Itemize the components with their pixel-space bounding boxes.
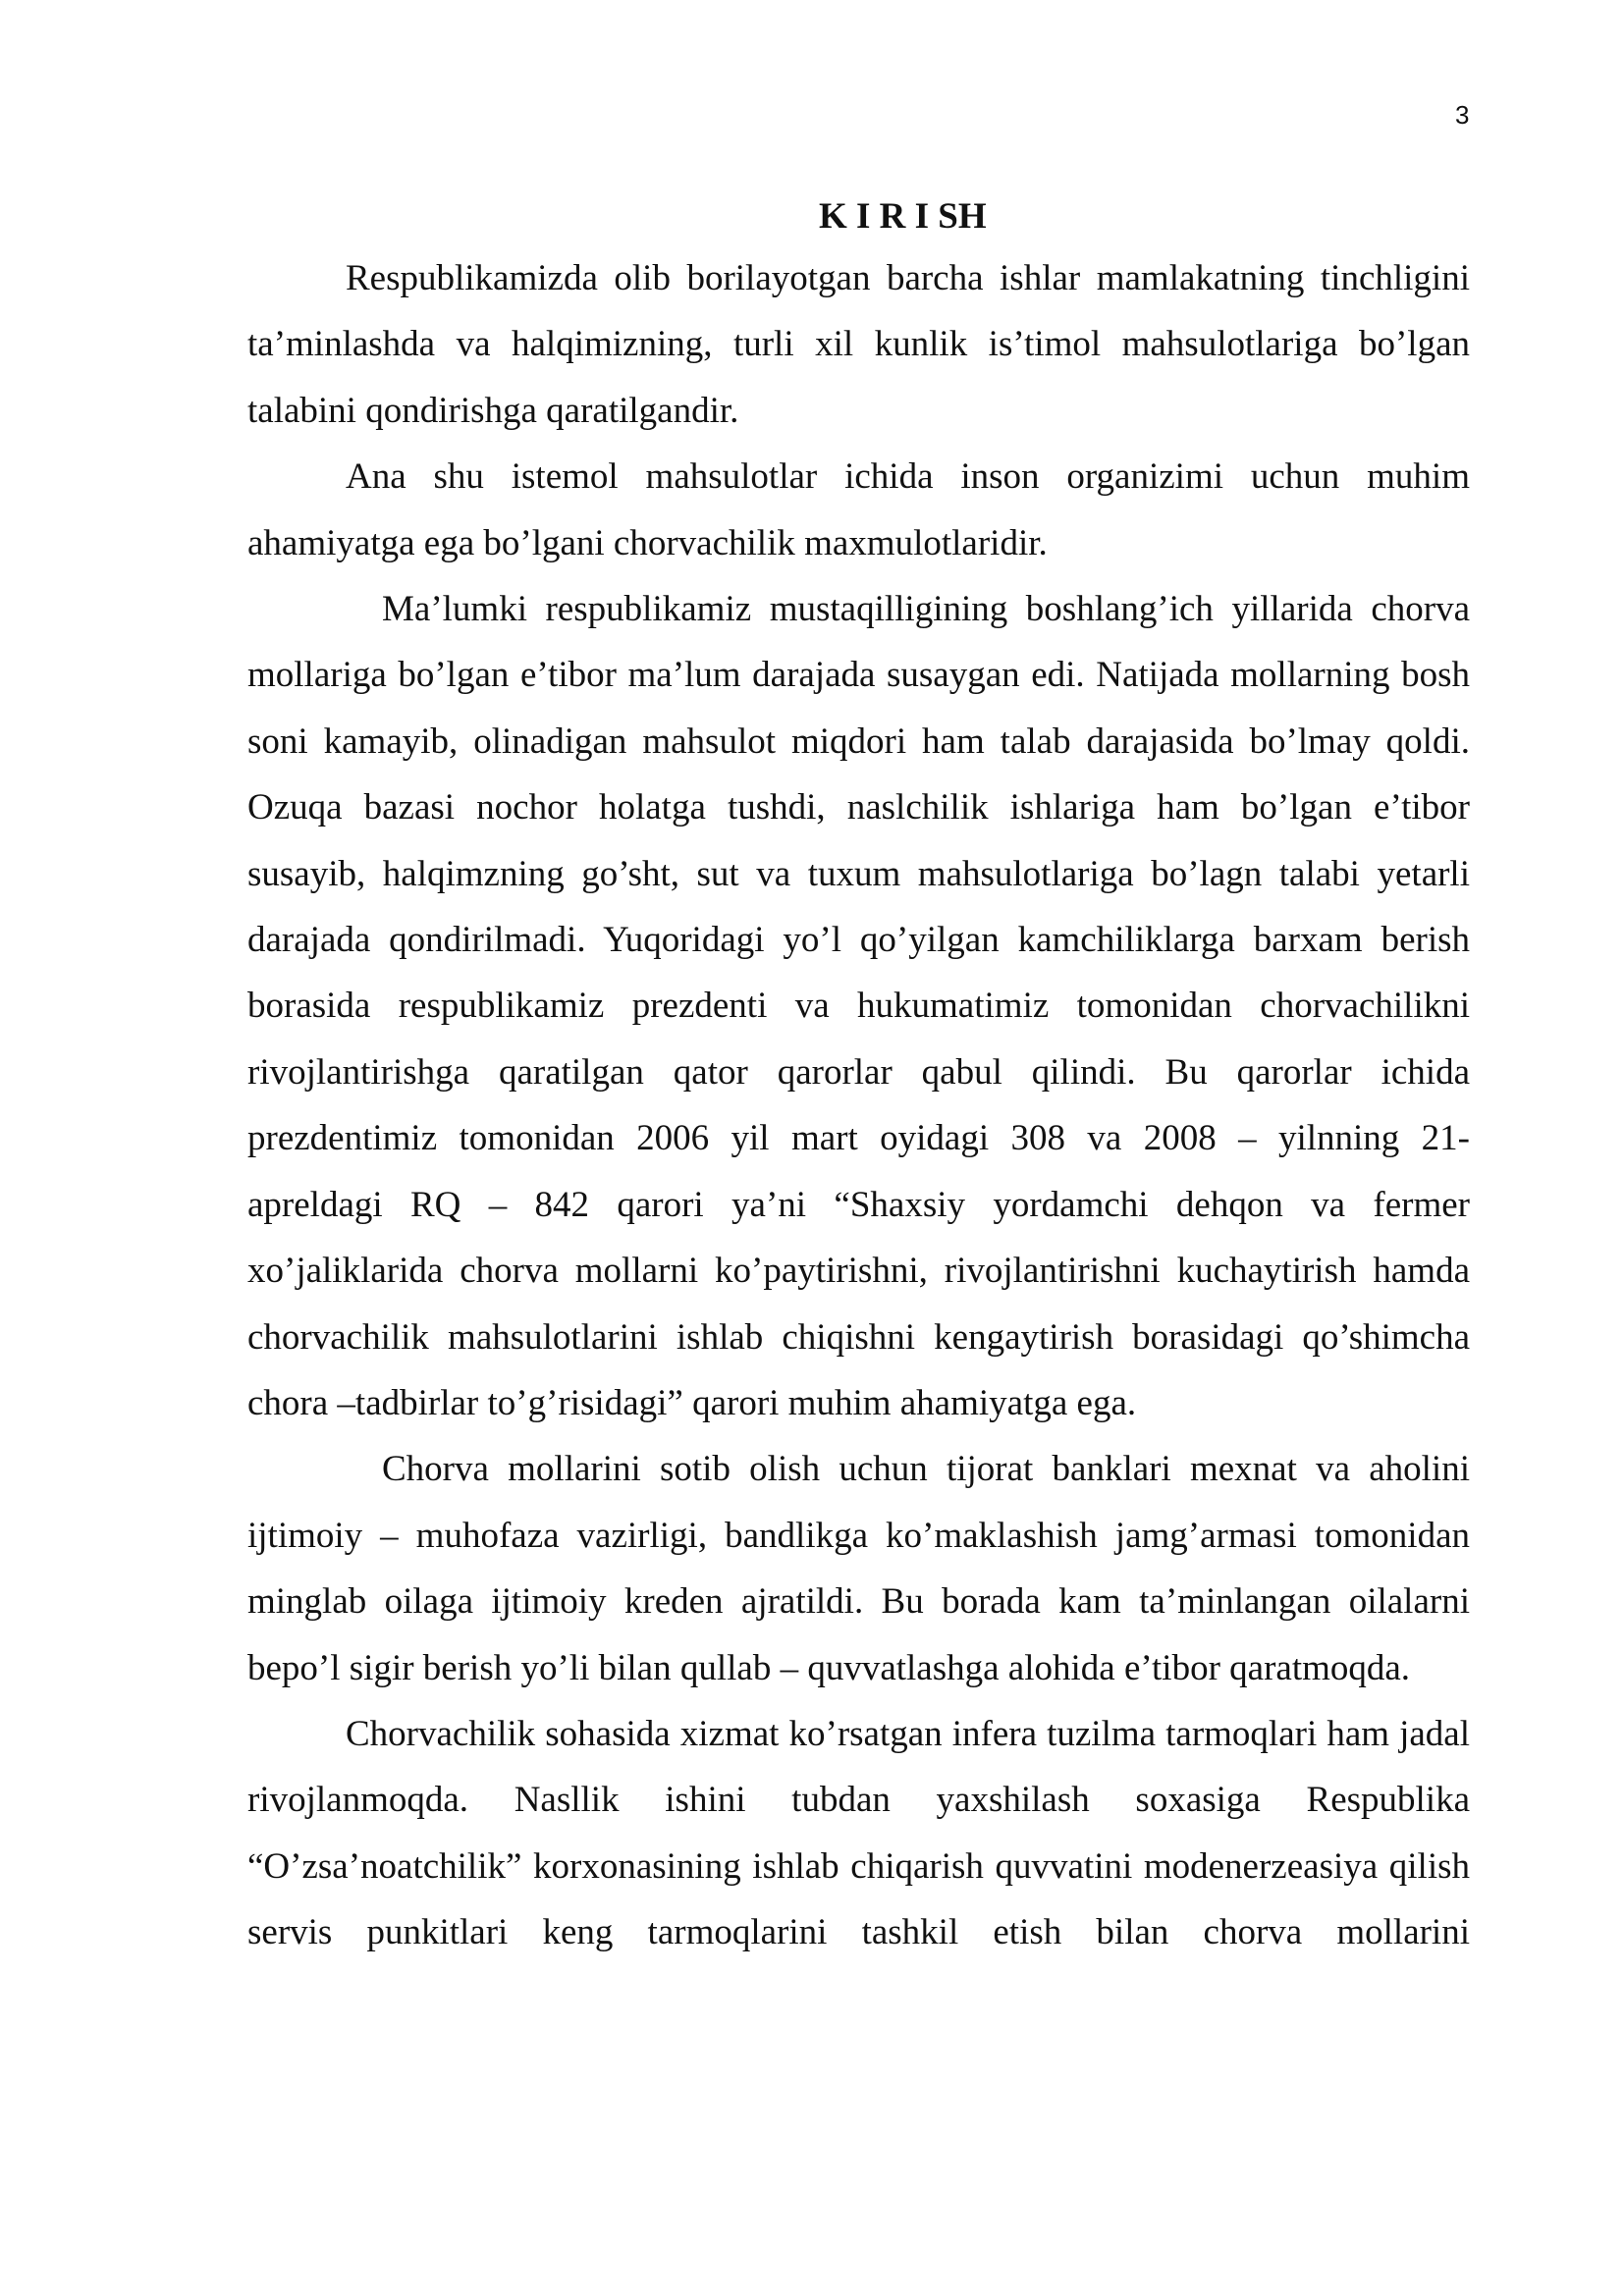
paragraph-livestock-credit: Chorva mollarini sotib olish uchun tijorat banklari mexnat va aholini ijtimoiy – muhofaza vazirligi, bandlikga ko’maklashish jamg’armasi tomonidan minglab oilaga ijtimoiy kreden ajratildi. Bu borada kam ta’minlangan oilalarni bepo’l sigir berish yo’li bilan qullab – quvvatlashga alohida e’tibor qaratmoqda. — [247, 1449, 1470, 1688]
paragraph-infrastructure: Chorvachilik sohasida xizmat ko’rsatgan infera tuzilma tarmoqlari ham jadal rivojlanmoqda. Nasllik ishini tubdan yaxshilash soxasiga Respublika “O’zsa’noatchilik” korxonasining ishlab chiqarish quvvatini modenerzeasiya qilish servis punkitlari keng tarmoqlarini tashkil etish bilan chorva mollarini — [247, 1713, 1470, 1953]
document-heading: K I R I SH — [819, 196, 987, 237]
document-body — [247, 188, 1470, 1966]
paragraph-intro: Respublikamizda olib borilayotgan barcha ishlar mamlakatning tinchligini ta’minlashda va halqimizning, turli xil kunlik is’timol mahsulotlariga bo’lgan talabini qondirishga qaratilgandir. — [247, 258, 1470, 431]
paragraph-independence-years: Ma’lumki respublikamiz mustaqilligining boshlang’ich yillarida chorva mollariga bo’lgan e’tibor ma’lum darajada susaygan edi. Natijada mollarning bosh soni kamayib, olinadigan mahsulot miqdori ham talab darajasida bo’lmay qoldi. Ozuqa bazasi nochor holatga tushdi, naslchilik ishlariga ham bo’lgan e’tibor susayib, halqimzning go’sht, sut va tuxum mahsulotlariga bo’lagn talabi yetarli darajada qondirilmadi. Yuqoridagi yo’l qo’yilgan kamchiliklarga barxam berish borasida respublikamiz prezdenti va hukumatimiz tomonidan chorvachilikni rivojlantirishga qaratilgan qator qarorlar qabul qilindi. Bu qarorlar ichida prezdentimiz tomonidan 2006 yil mart oyidagi 308 va 2008 – yilnning 21- apreldagi RQ – 842 qarori ya’ni “Shaxsiy yordamchi dehqon va fermer xo’jaliklarida chorva mollarni ko’paytirishni, rivojlantirishni kuchaytirish hamda chorvachilik mahsulotlarini ishlab chiqishni kengaytirish borasidagi qo’shimcha chora –tadbirlar to’g’risidagi” qarori muhim ahamiyatga ega. — [247, 589, 1470, 1423]
page-number: 3 — [1455, 100, 1470, 130]
paragraph-consumer-products: Ana shu istemol mahsulotlar ichida inson organizimi uchun muhim ahamiyatga ega bo’lgani chorvachilik maxmulotlaridir. — [247, 456, 1470, 563]
